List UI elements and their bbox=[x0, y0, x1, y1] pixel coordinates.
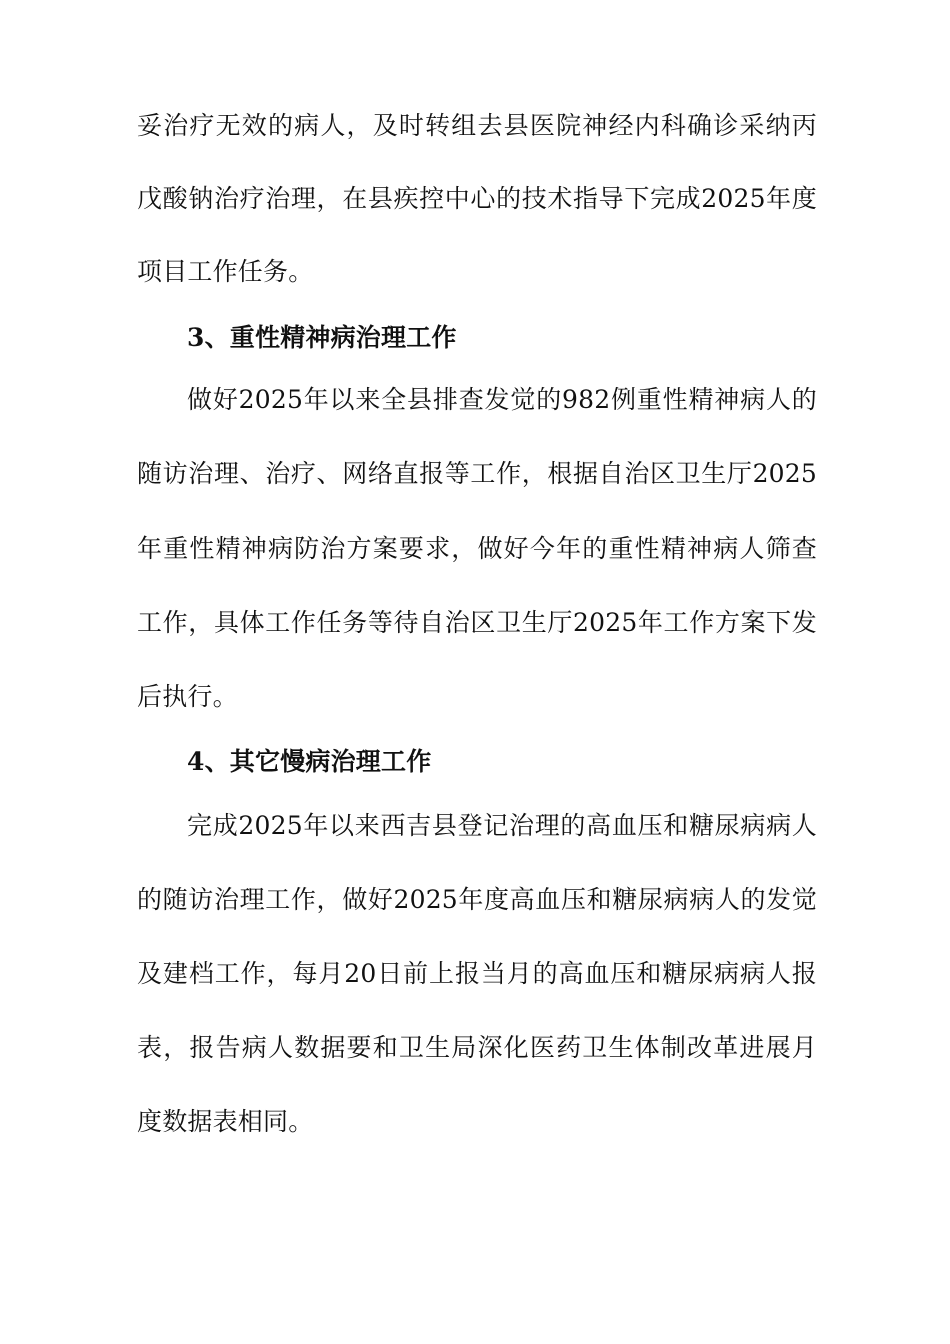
paragraph-3-line-3: 及建档工作，每月20日前上报当月的高血压和糖尿病病人报 bbox=[137, 959, 817, 988]
paragraph-2-line-4: 工作，具体工作任务等待自治区卫生厅2025年工作方案下发 bbox=[137, 608, 817, 637]
paragraph-2-line-2: 随访治理、治疗、网络直报等工作，根据自治区卫生厅2025 bbox=[137, 459, 817, 488]
paragraph-1-line-2: 戊酸钠治疗治理，在县疾控中心的技术指导下完成2025年度 bbox=[137, 184, 817, 213]
paragraph-3-line-2: 的随访治理工作，做好2025年度高血压和糖尿病病人的发觉 bbox=[137, 885, 817, 914]
paragraph-1-line-3: 项目工作任务。 bbox=[137, 257, 314, 286]
section-heading-3: 3、重性精神病治理工作 bbox=[187, 323, 457, 352]
paragraph-3-line-1: 完成2025年以来西吉县登记治理的高血压和糖尿病病人 bbox=[187, 811, 817, 840]
section-heading-4: 4、其它慢病治理工作 bbox=[187, 747, 432, 776]
paragraph-2-line-5: 后执行。 bbox=[137, 682, 238, 711]
paragraph-3-line-4: 表，报告病人数据要和卫生局深化医药卫生体制改革进展月 bbox=[137, 1033, 817, 1062]
paragraph-2-line-3: 年重性精神病防治方案要求，做好今年的重性精神病人筛查 bbox=[137, 534, 817, 563]
paragraph-1-line-1: 妥治疗无效的病人，及时转组去县医院神经内科确诊采纳丙 bbox=[137, 111, 817, 140]
paragraph-3-line-5: 度数据表相同。 bbox=[137, 1107, 314, 1136]
paragraph-2-line-1: 做好2025年以来全县排查发觉的982例重性精神病人的 bbox=[187, 385, 817, 414]
